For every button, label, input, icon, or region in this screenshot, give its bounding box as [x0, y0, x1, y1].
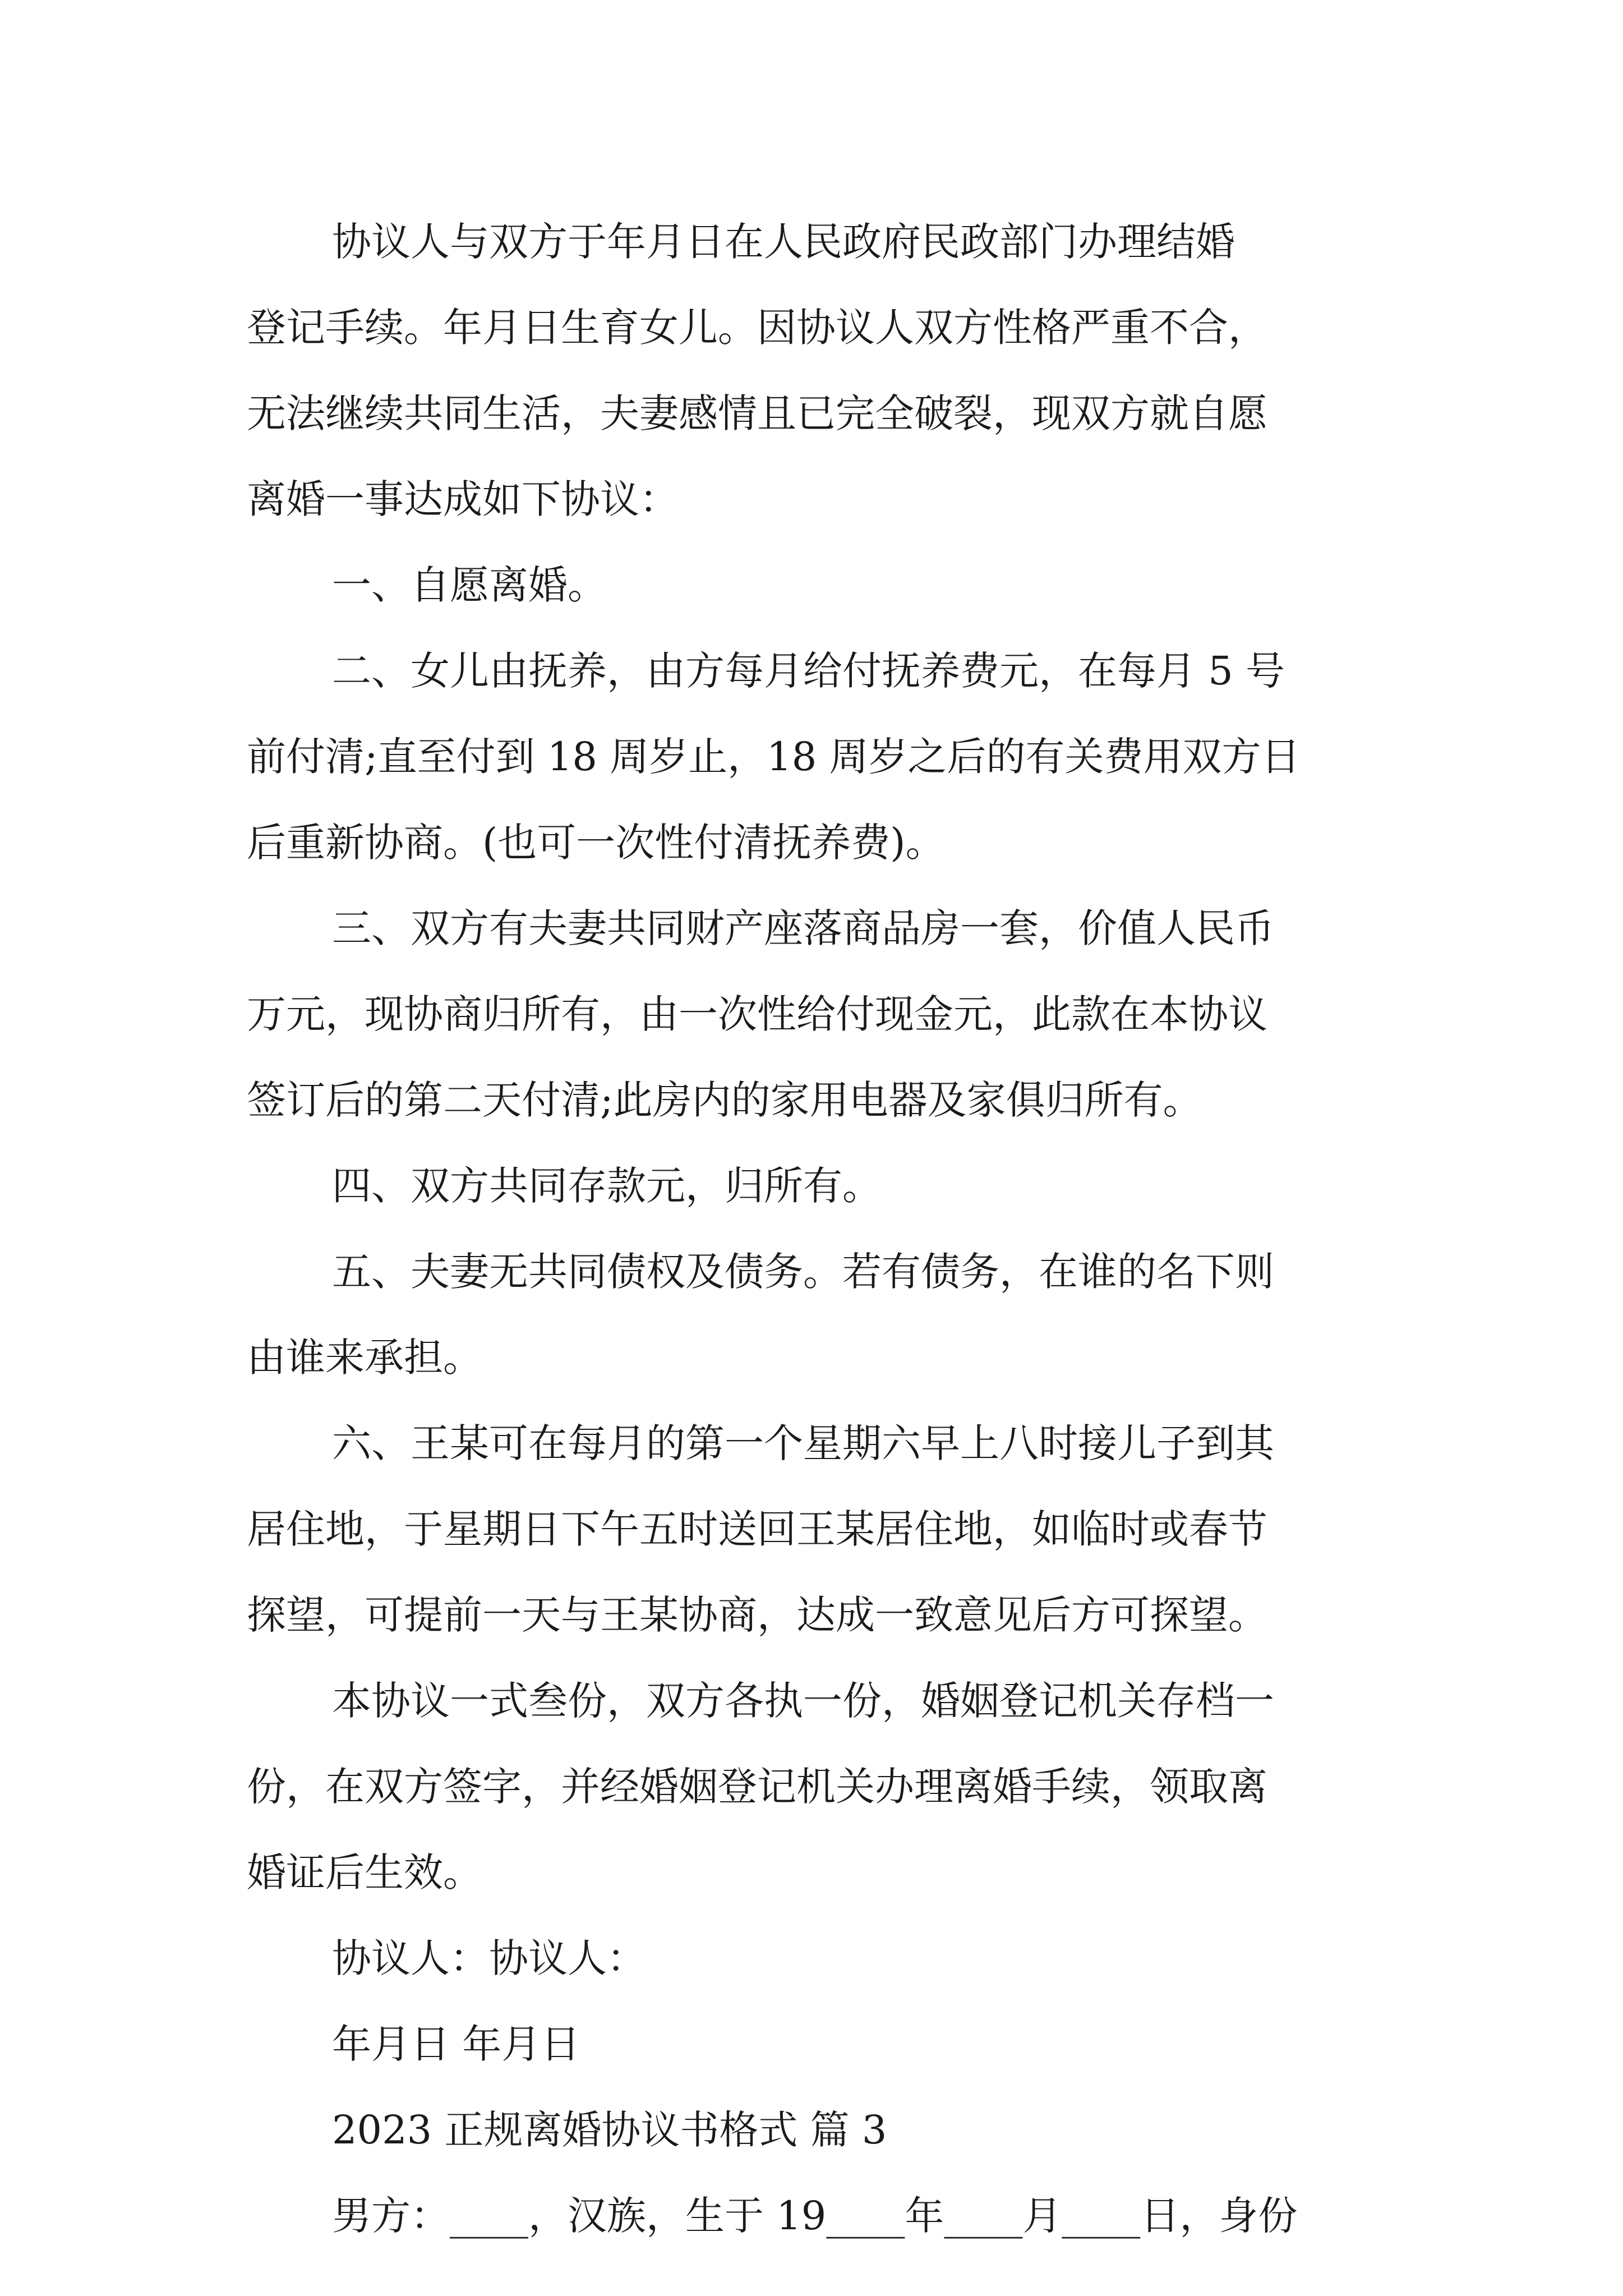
- text-line: 后重新协商。(也可一次性付清抚养费)。: [247, 820, 945, 866]
- text-line: 一、自愿离婚。: [332, 562, 607, 608]
- document-body: [247, 199, 1385, 2259]
- text-line: 男方：____，汉族，生于 19____年____月____日，身份: [332, 2193, 1298, 2239]
- text-line: 无法继续共同生活，夫妻感情且已完全破裂，现双方就自愿: [247, 390, 1267, 436]
- text-line: 五、夫妻无共同债权及债务。若有债务，在谁的名下则: [332, 1249, 1274, 1295]
- date-line: 年月日 年月日: [332, 2021, 580, 2067]
- text-line: 探望，可提前一天与王某协商，达成一致意见后方可探望。: [247, 1592, 1267, 1638]
- text-line: 协议人与双方于年月日在人民政府民政部门办理结婚: [332, 219, 1235, 265]
- text-line: 婚证后生效。: [247, 1849, 482, 1895]
- text-line: 二、女儿由抚养，由方每月给付抚养费元，在每月 5 号: [332, 648, 1285, 694]
- text-line: 离婚一事达成如下协议：: [247, 476, 679, 522]
- text-line: 由谁来承担。: [247, 1335, 482, 1381]
- text-line: 本协议一式叁份，双方各执一份，婚姻登记机关存档一: [332, 1678, 1274, 1724]
- text-line: 前付清;直至付到 18 周岁止，18 周岁之后的有关费用双方日: [247, 734, 1301, 780]
- text-line: 登记手续。年月日生育女儿。因协议人双方性格严重不合，: [247, 305, 1267, 351]
- section-heading: 2023 正规离婚协议书格式 篇 3: [332, 2107, 887, 2153]
- text-line: 居住地，于星期日下午五时送回王某居住地，如临时或春节: [247, 1506, 1267, 1552]
- text-line: 六、王某可在每月的第一个星期六早上八时接儿子到其: [332, 1420, 1274, 1466]
- text-line: 三、双方有夫妻共同财产座落商品房一套，价值人民币: [332, 905, 1274, 951]
- text-line: 份，在双方签字，并经婚姻登记机关办理离婚手续，领取离: [247, 1764, 1267, 1810]
- text-line: 万元，现协商归所有，由一次性给付现金元，此款在本协议: [247, 991, 1267, 1037]
- text-line: 签订后的第二天付清;此房内的家用电器及家俱归所有。: [247, 1077, 1202, 1123]
- signature-line: 协议人：协议人：: [332, 1935, 646, 1981]
- text-line: 四、双方共同存款元，归所有。: [332, 1163, 882, 1209]
